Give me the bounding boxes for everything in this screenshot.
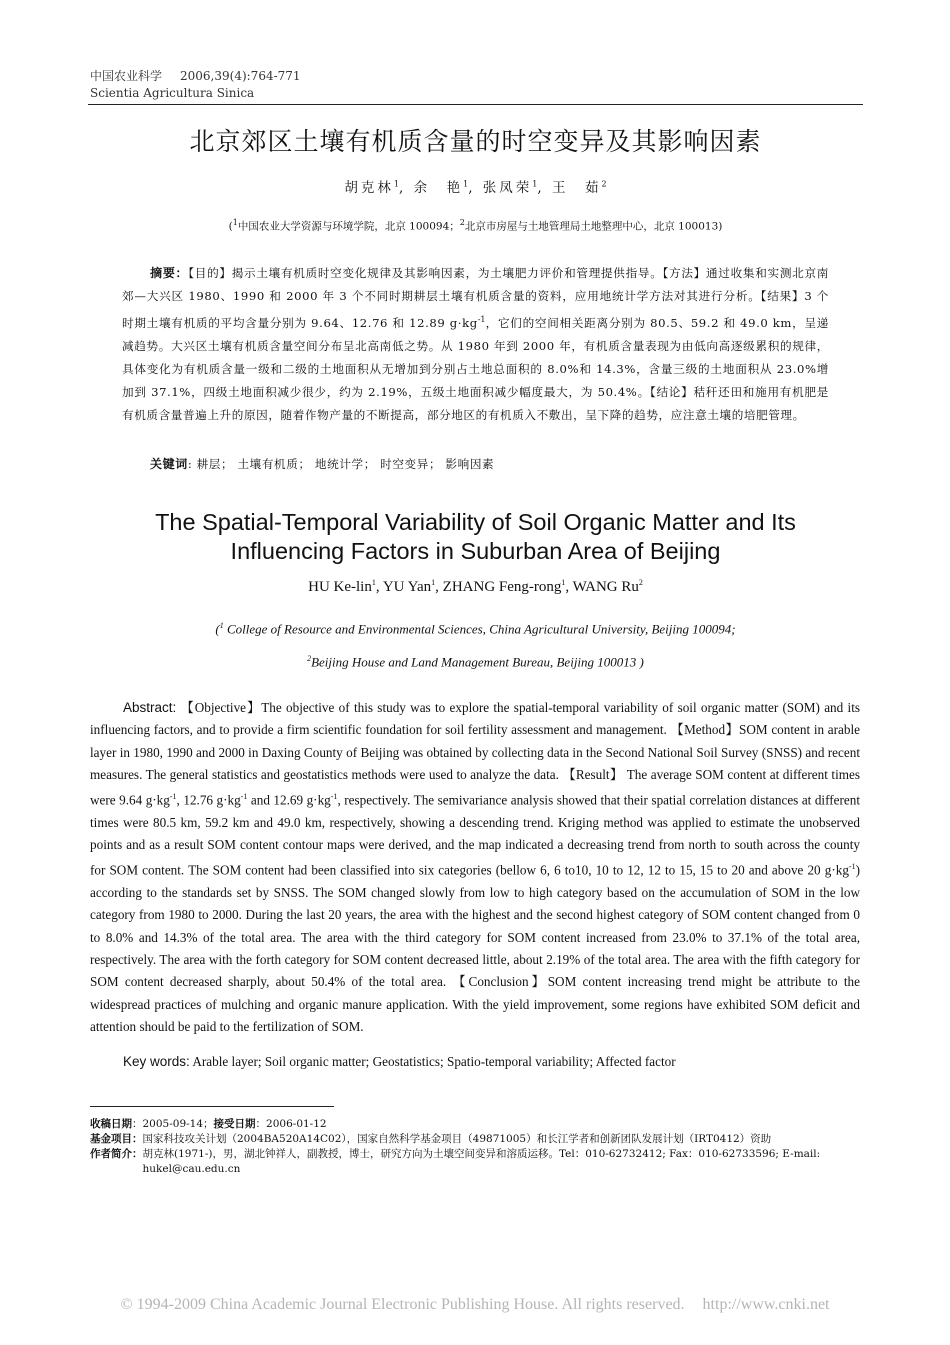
citation: 2006,39(4):764-771 [180, 69, 301, 83]
authors-en: HU Ke-lin$^1$, YU Yan$^1$, ZHANG Feng-rong$^1$, WANG Ru$^2$ [308, 578, 643, 595]
journal-name-zh: 中国农业科学 [90, 69, 163, 83]
author-zh: 余 艳 [413, 180, 464, 196]
affiliations-zh: ($^1$中国农业大学资源与环境学院，北京 100094；$^2$北京市房屋与土地管理局土地整理中心，北京 100013) [228, 218, 723, 233]
author-en: YU Yan [382, 579, 432, 595]
footnote-fund: 基金项目： 国家科技攻关计划（2004BA520A14C02），国家自然科学基金项目（49871005）和长江学者和创新团队发展计划（IRT0412）资助 [90, 1133, 772, 1145]
author-zh: 胡克林 [344, 180, 394, 196]
footnote-author: 作者简介： 胡克林(1971-)，男，湖北钟祥人，副教授，博士，研究方向为土壤空间变异和溶质运移。Tel：010-62732412; Fax：010-62733596; E-mail: hukel@cau.edu.cn [90, 1148, 821, 1175]
abstract-en: Abstract: 【Objective】The objective of this study was to explore the spatial-temporal variability of soil organic matter (SOM) and its influencing factors, and to provide a firm scientific foundation for soil fertility assessment and management. 【Method】SOM content in arable layer in 1980, 1990 and 2000 in Daxing County of Beijing was obtained by collecting data in the Second National Soil Survey (SNSS) and recent measures. The general statistics and geostatistics methods were used to analyze the data. 【Result】 The average SOM content at different times were 9.64 $g\cdot kg^{-1}$, 12.76 $g\cdot kg^{-1}$ and 12.69 $g\cdot kg^{-1}$, respectively. The semivariance analysis showed that their spatial correlation distances at different times were 80.5 km, 59.2 km and 49.0 km, respectively, showing a descending trend. Kriging method was applied to estimate the unobserved points and as a result SOM content contour maps were derived, and the map indicated a decreasing trend from north to south across the county for SOM content. The SOM content had been classified into six categories (bellow 6, 6 to10, 10 to 12, 12 to 15, 15 to 20 and above 20 $g\cdot kg^{-1}$) according to the standards set by SNSS. The SOM changed slowly from low to high category based on the accumulation of SOM in the low category from 1980 to 2000. During the last 20 years, the area with the highest and the second highest category of SOM content changed from 0 to 8.0% and 14.3% of the total area. The area with the third category for SOM content increased from 23.0% to 37.1% of the total area, respectively. The area with the forth category for SOM content decreased little, about 2.19% of the total area. The area with the fifth category for SOM content decreased sharply, about 50.4% of the total area. 【Conclusion】SOM content increasing trend might be attribute to the widespread practices of mulching and organic manure application. With the yield improvement, some regions have exhibited SOM deficit and attention should be paid to the fertilization of SOM. [90, 700, 860, 1034]
author-en: HU Ke-lin [308, 579, 372, 595]
cnki-url[interactable]: http://www.cnki.net [702, 1296, 830, 1313]
affiliations-en: ($^1$ College of Resource and Environmental Sciences, China Agricultural University, Beijing 100094; $^2$Beijing House and Land Management Bureau, Beijing 100013 ) [215, 621, 736, 670]
author-zh: 张凤荣 [482, 180, 533, 196]
author-zh: 王 茹 [551, 180, 602, 196]
author-en: ZHANG Feng-rong [442, 579, 562, 595]
running-head [90, 68, 301, 102]
abstract-zh: 摘要：【目的】揭示土壤有机质时空变化规律及其影响因素，为土壤肥力评价和管理提供指导。【方法】通过收集和实测北京南郊—大兴区 1980、1990 和 2000 年 3 个不同时期耕层土壤有机质含量的资料，应用地统计学方法对其进行分析。【结果】3 个时期土壤有机质的平均含量分别为 9.64、12.76 和 12.89 $g\cdot kg^{-1}$，它们的空间相关距离分别为 80.5、59.2 和 49.0 km，呈递减趋势。大兴区土壤有机质含量空间分布呈北高南低之势。从 1980 年到 2000 年，有机质含量表现为由低向高逐级累积的规律，具体变化为有机质含量一级和二级的土地面积从无增加到分别占土地总面积的 8.0%和 14.3%，含量三级的土地面积从 23.0%增加到 37.1%，四级土地面积减少很少，约为 2.19%，五级土地面积减少幅度最大，为 50.4%。【结论】秸秆还田和施用有机肥是有机质含量普遍上升的原因，随着作物产量的不断提高，部分地区的有机质入不敷出，呈下降的趋势，应注意土壤的培肥管理。 [122, 266, 829, 422]
footnote-rule [90, 1106, 334, 1107]
paper-title-en: The Spatial-Temporal Variability of Soil Organic Matter and Its Influencing Factors in Suburban Area of Beijing [155, 509, 796, 564]
keywords-en: Key words: Arable layer; Soil organic matter; Geostatistics; Spatio-temporal variability; Affected factor [123, 1054, 676, 1069]
authors-zh: 胡克林$^1$, 余 艳$^1$, 张凤荣$^1$, 王 茹$^2$ [344, 179, 607, 196]
paper-title-zh: 北京郊区土壤有机质含量的时空变异及其影响因素 [189, 127, 762, 156]
author-en: WANG Ru [572, 579, 639, 595]
abstract-en-label: Abstract: [123, 700, 177, 715]
journal-name-en: Scientia Agricultura Sinica [90, 86, 255, 100]
copyright-watermark: © 1994-2009 China Academic Journal Electronic Publishing House. All rights reserved. http://www.cnki.net [120, 1296, 830, 1313]
footnotes [90, 1117, 862, 1177]
abstract-zh-label: 摘要： [150, 266, 189, 280]
header-rule [88, 104, 863, 105]
keywords-zh: 关键词: 耕层； 土壤有机质； 地统计学； 时空变异； 影响因素 [150, 457, 495, 471]
footnote-dates: 收稿日期：2005-09-14；接受日期：2006-01-12 [90, 1118, 327, 1130]
